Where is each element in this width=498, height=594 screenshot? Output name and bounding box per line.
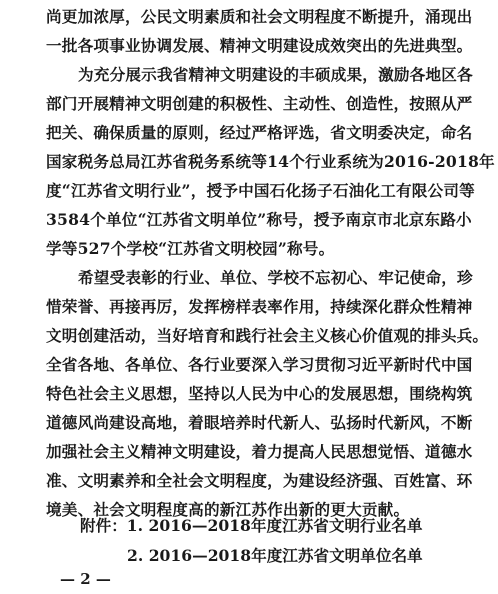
text-line: 特色社会主义思想，坚持以人民为中心的发展思想，围绕构筑 — [46, 384, 473, 403]
body-text — [46, 2, 495, 524]
text-line: 度“江苏省文明行业”，授予中国石化扬子石油化工有限公司等 — [46, 181, 475, 200]
text-line: 一批各项事业协调发展、精神文明建设成效突出的先进典型。 — [46, 36, 473, 55]
attachments-label: 附件： — [80, 516, 127, 535]
page-number: — 2 — — [60, 570, 111, 588]
text-line: 把关、确保质量的原则，经过严格评选，省文明委决定，命名 — [46, 123, 473, 142]
text-line: 境美、社会文明程度高的新江苏作出新的更大贡献。 — [46, 500, 410, 519]
text-line: 希望受表彰的行业、单位、学校不忘初心、牢记使命，珍 — [78, 268, 473, 287]
paragraph-2 — [46, 60, 495, 263]
attachment-title: 2. 2016—2018年度江苏省文明单位名单 — [127, 546, 423, 565]
text-line: 准、文明素养和全社会文明程度，为建设经济强、百姓富、环 — [46, 471, 473, 490]
text-line: 加强社会主义精神文明建设，着力提高人民思想觉悟、道德水 — [46, 442, 473, 461]
attachment-item — [80, 541, 480, 571]
text-line: 为充分展示我省精神文明建设的丰硕成果，激励各地区各 — [78, 65, 473, 84]
text-line: 文明创建活动，当好培育和践行社会主义核心价值观的排头兵。 — [46, 326, 489, 345]
text-line: 部门开展精神文明创建的积极性、主动性、创造性，按照从严 — [46, 94, 473, 113]
text-line: 3584个单位“江苏省文明单位”称号，授予南京市北京东路小 — [46, 210, 472, 229]
text-line: 道德风尚建设高地，着眼培养时代新人、弘扬时代新风，不断 — [46, 413, 473, 432]
attachment-item — [80, 511, 480, 541]
text-line: 国家税务总局江苏省税务系统等14个行业系统为2016-2018年 — [46, 152, 495, 171]
attachment-title: 1. 2016—2018年度江苏省文明行业名单 — [126, 516, 423, 535]
text-line: 惜荣誉、再接再厉，发挥榜样表率作用，持续深化群众性精神 — [46, 297, 473, 316]
paragraph-3 — [46, 263, 489, 524]
text-line: 尚更加浓厚，公民文明素质和社会文明程度不断提升，涌现出 — [46, 7, 473, 26]
attachments-list — [80, 511, 480, 571]
paragraph-1 — [46, 2, 473, 60]
text-line: 学等527个学校“江苏省文明校园”称号。 — [46, 239, 335, 258]
text-line: 全省各地、各单位、各行业要深入学习贯彻习近平新时代中国 — [46, 355, 473, 374]
